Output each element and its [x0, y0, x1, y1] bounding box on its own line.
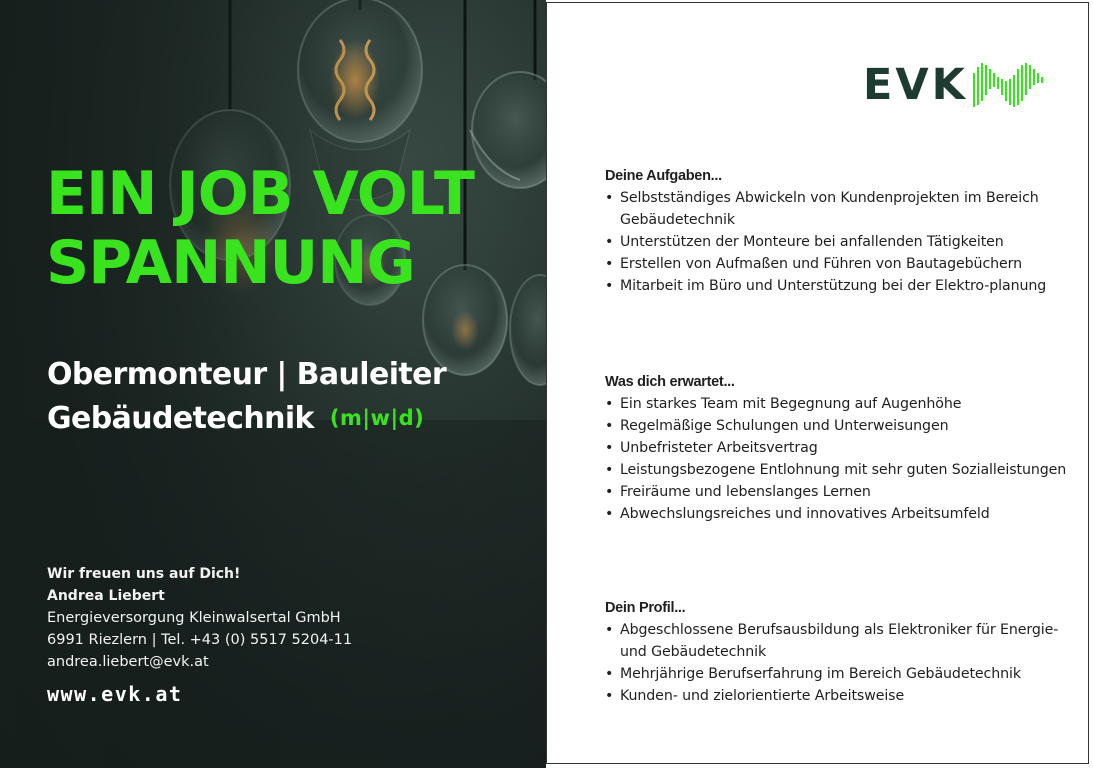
section-heading: Was dich erwartet... — [605, 374, 735, 390]
list-item: • Erstellen von Aufmaßen und Führen von Bautagebüchern — [605, 253, 1088, 275]
list-item: • Abwechslungsreiches und innovatives Arbeitsumfeld — [605, 503, 1066, 525]
list-item: • Kunden- und zielorientierte Arbeitsweise — [605, 685, 1088, 707]
job-title — [47, 353, 446, 443]
job-title-line-1: Obermonteur | Bauleiter — [47, 357, 447, 392]
contact-company: Energieversorgung Kleinwalsertal GmbH — [47, 610, 341, 626]
contact-email[interactable]: andrea.liebert@evk.at — [47, 654, 209, 670]
section-profile — [605, 600, 1088, 707]
list-item: • Mehrjährige Berufserfahrung im Bereich Gebäudetechnik — [605, 663, 1088, 685]
headline-line-1: EIN JOB VOLT — [46, 159, 474, 229]
profile-list — [605, 619, 1088, 707]
logo-text: EVK — [863, 60, 968, 110]
list-item: • Mitarbeit im Büro und Unterstützung bei der Elektro-planung — [605, 275, 1088, 297]
contact-greeting: Wir freuen uns auf Dich! — [47, 566, 241, 582]
list-item: • Unterstützen der Monteure bei anfallenden Tätigkeiten — [605, 231, 1088, 253]
list-item: • Unbefristeter Arbeitsvertrag — [605, 437, 1066, 459]
job-title-line-2 — [47, 397, 446, 443]
list-item: • Regelmäßige Schulungen und Unterweisungen — [605, 415, 1066, 437]
headline — [46, 160, 474, 298]
evk-logo — [863, 55, 1046, 115]
job-title-line-2-text: Gebäudetechnik — [47, 401, 314, 436]
website-link[interactable]: www.evk.at — [47, 682, 183, 706]
task-list — [605, 187, 1088, 297]
contact-block — [47, 563, 352, 673]
list-item: • Freiräume und lebenslanges Lernen — [605, 481, 1066, 503]
list-item: • Ein starkes Team mit Begegnung auf Augenhöhe — [605, 393, 1066, 415]
contact-name: Andrea Liebert — [47, 588, 165, 604]
list-item: • Leistungsbezogene Entlohnung mit sehr guten Sozialleistungen — [605, 459, 1066, 481]
hero-panel — [0, 0, 546, 768]
gender-tag: (m|w|d) — [329, 406, 425, 430]
evk-wave-bars-icon — [972, 59, 1046, 111]
list-item: • Selbstständiges Abwickeln von Kundenprojekten im Bereich Gebäudetechnik — [605, 187, 1088, 231]
headline-line-2: SPANNUNG — [46, 228, 415, 298]
section-benefits — [605, 374, 1066, 525]
section-heading: Deine Aufgaben... — [605, 168, 722, 184]
section-tasks — [605, 168, 1088, 297]
contact-address-phone: 6991 Riezlern | Tel. +43 (0) 5517 5204-11 — [47, 632, 353, 648]
benefits-list — [605, 393, 1066, 525]
list-item: • Abgeschlossene Berufsausbildung als Elektroniker für Energie- und Gebäudetechnik — [605, 619, 1088, 663]
details-panel — [546, 2, 1089, 764]
section-heading: Dein Profil... — [605, 600, 686, 616]
